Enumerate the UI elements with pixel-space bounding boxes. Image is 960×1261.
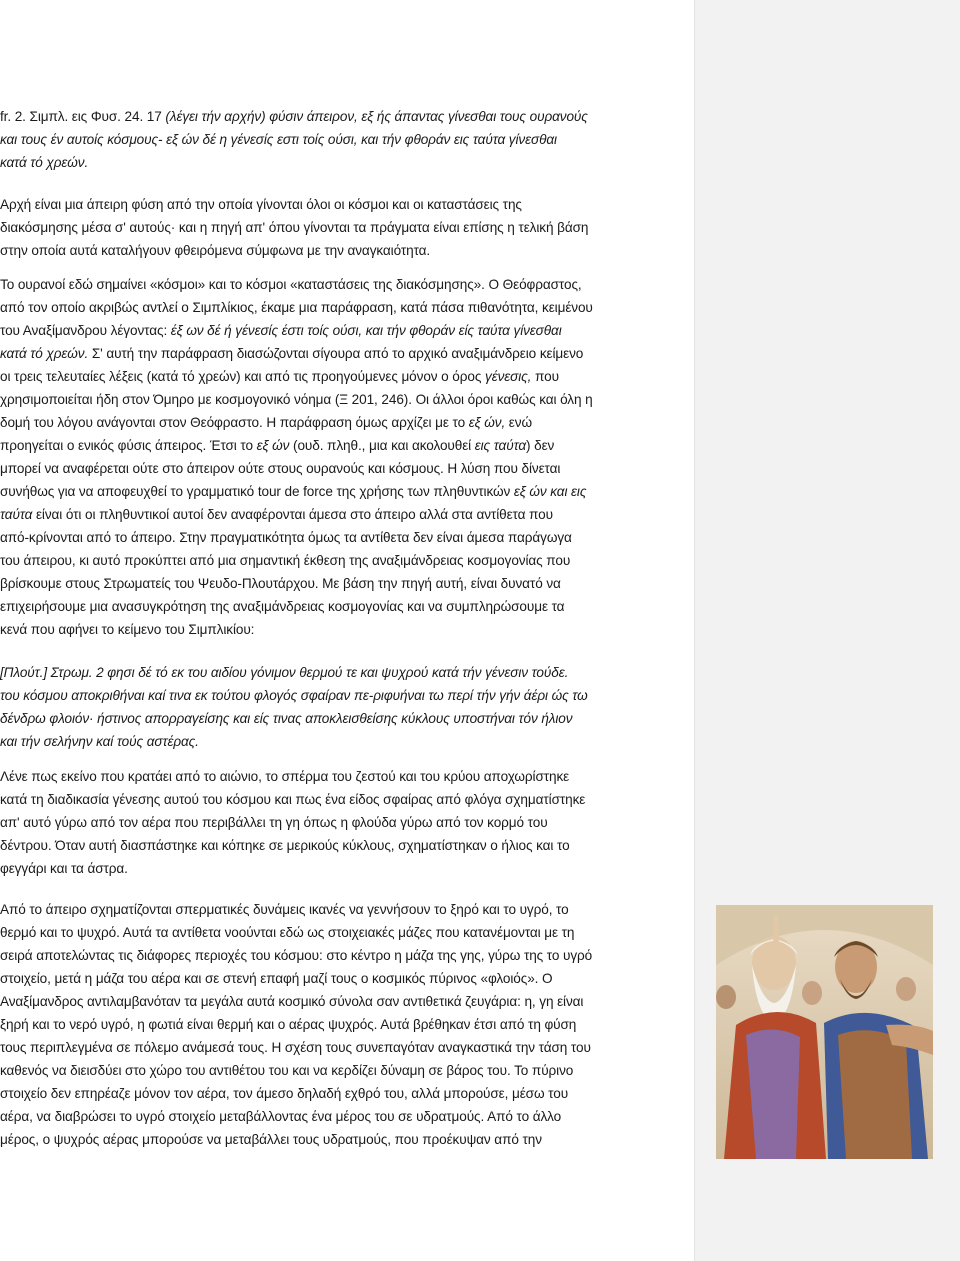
italic-text-run: εξ ών <box>256 438 290 453</box>
text-run: του Αναξίμανδρου λέγοντας: <box>0 323 171 338</box>
text-run: (ουδ. πληθ., μια και ακολουθεί <box>289 438 475 453</box>
text-line <box>0 128 682 151</box>
text-run: διακόσμησης μέσα σ' αυτούς· και η πηγή απ' όπου γίνονται τα πράγματα είναι επίσης η τελική βάση <box>0 220 589 235</box>
text-line <box>0 549 682 572</box>
italic-text-run: (λέγει τήν αρχήν) φύσιν άπειρον, εξ ής άπαντας γίνεσθαι τους ουρανούς <box>165 109 588 124</box>
text-line <box>0 765 682 788</box>
text-run: που <box>531 369 559 384</box>
text-line <box>0 105 682 128</box>
paragraph-simplicius-fragment <box>0 105 682 174</box>
italic-text-run: κατά τό χρεών. <box>0 346 89 361</box>
paragraph-commentary <box>0 273 682 641</box>
text-line <box>0 1036 682 1059</box>
italic-text-run: εξ ών, <box>468 415 506 430</box>
italic-text-run: και τους έν αυτοίς κόσμους- εξ ών δέ η γένεσίς εστι τοίς ούσι, και τήν φθοράν εις ταύτα γίνεσθαι <box>0 132 557 147</box>
text-run: καθενός να διεισδύει στο χώρο του αντιθέτου του και να κερδίζει δύναμη σε βάρος του. Το πύρινο <box>0 1063 574 1078</box>
text-line <box>0 967 682 990</box>
text-run: του άπειρου, κι αυτό προκύπτει από μια σημαντική έκθεση της αναξιμάνδρειας κοσμογονίας που <box>0 553 571 568</box>
text-run: προηγείται ο ενικός φύσις άπειρος. Έτσι το <box>0 438 257 453</box>
text-run: δομή του λόγου ανάγονται στον Θεόφραστο. Η παράφραση όμως αρχίζει με το <box>0 415 469 430</box>
text-run: μέρος, ο ψυχρός αέρας μπορούσε να μεταβάλλει τους υδρατμούς, που προέκυψαν από την <box>0 1132 542 1147</box>
text-run: χρησιμοποιείται ήδη στον Όμηρο με κοσμογονικό νόημα (Ξ 201, 246). Οι άλλοι όροι καθώς και όλη η <box>0 392 593 407</box>
text-line <box>0 921 682 944</box>
paragraph-cosmogony <box>0 898 682 1151</box>
text-line <box>0 273 682 296</box>
text-line <box>0 572 682 595</box>
text-line <box>0 834 682 857</box>
text-line <box>0 411 682 434</box>
paragraph-translation <box>0 193 682 262</box>
text-line <box>0 434 682 457</box>
text-line <box>0 480 682 503</box>
text-run: Αρχή είναι μια άπειρη φύση από την οποία γίνονται όλοι οι κόσμοι και οι καταστάσεις της <box>0 197 522 212</box>
text-run: Σ' αυτή την παράφραση διασώζονται σίγουρα από το αρχικό αναξιμάνδρειο κείμενο <box>88 346 584 361</box>
text-line <box>0 788 682 811</box>
text-line <box>0 811 682 834</box>
text-line <box>0 618 682 641</box>
text-run: ) δεν <box>526 438 555 453</box>
text-line <box>0 1059 682 1082</box>
text-line <box>0 503 682 526</box>
text-line <box>0 216 682 239</box>
text-line <box>0 898 682 921</box>
text-line <box>0 239 682 262</box>
text-run: θερμό και το ψυχρό. Αυτά τα αντίθετα νοούνται εδώ ως στοιχειακές μάζες που κατανέμονται με τη <box>0 925 575 940</box>
paragraph-quote-translation <box>0 765 682 880</box>
text-line <box>0 526 682 549</box>
italic-text-run: δένδρω φλοιόν· ήστινος απορραγείσης και είς τινας αποκλεισθείσης κύκλους υποστήναι τόν ήλιον <box>0 711 573 726</box>
text-line <box>0 990 682 1013</box>
text-run: ενώ <box>505 415 532 430</box>
text-run: από-κρίνονται από το άπειρο. Στην πραγματικότητα όμως τα αντίθετα δεν είναι άμεσα παράγωγα <box>0 530 572 545</box>
text-run: φεγγάρι και τα άστρα. <box>0 861 128 876</box>
text-line <box>0 944 682 967</box>
italic-text-run: έξ ων δέ ή γένεσίς έστι τοίς ούσι, και τήν φθοράν είς ταύτα γίνεσθαι <box>170 323 562 338</box>
italic-text-run: και τήν σελήνην καί τούς αστέρας. <box>0 734 199 749</box>
text-line <box>0 342 682 365</box>
italic-text-run: του κόσμου αποκριθήναι καί τινα εκ τούτου φλογός σφαίραν πε-ριφυήναι τω περί τήν γήν άέρι ώς τω <box>0 688 588 703</box>
text-run: τους περιπλεγμένα σε πόλεμο ανάμεσά τους. Η σχέση τους συνεπαγόταν αναγκαστικά την τάση του <box>0 1040 591 1055</box>
text-line <box>0 1105 682 1128</box>
text-line <box>0 730 682 753</box>
text-run: Λένε πως εκείνο που κρατάει από το αιώνιο, το σπέρμα του ζεστού και του κρύου αποχωρίστηκε <box>0 769 570 784</box>
text-line <box>0 319 682 342</box>
text-run: σειρά αποτελώντας τις διάφορες περιοχές του κόσμου: στο κέντρο η μάζα της γης, γύρω της το υγρό <box>0 948 593 963</box>
text-run: fr. 2. Σιμπλ. εις Φυσ. 24. 17 <box>0 109 166 124</box>
text-run: κενά που αφήνει το κείμενο του Σιμπλικίου: <box>0 622 255 637</box>
italic-text-run: γένεσις, <box>485 369 532 384</box>
text-run: επιχειρήσουμε μια ανασυγκρότηση της αναξιμάνδρειας κοσμογονίας και να συμπληρώσουμε τα <box>0 599 565 614</box>
text-run: Αναξίμανδρος αντιλαμβανόταν τα μεγάλα αυτά κοσμικό σύνολα σαν αντιθετικά ζευγάρια: η, γη είναι <box>0 994 584 1009</box>
text-line <box>0 296 682 319</box>
text-run: αέρα, να διαβρώσει το υγρό στοιχείο μεταβάλλοντας ένα μέρος του σε υδρατμούς. Από το άλλο <box>0 1109 562 1124</box>
text-line <box>0 1013 682 1036</box>
text-line <box>0 457 682 480</box>
text-line <box>0 595 682 618</box>
text-run: από τον οποίο ακριβώς αντλεί ο Σιμπλίκιος, έκαμε μια παράφραση, κατά πάσα πιθανότητα, κειμένου <box>0 300 593 315</box>
text-run: στοιχείο δεν επηρέαζε μόνον τον αέρα, τον άμεσο δηλαδή εχθρό του, αλλά μπορούσε, μέσω του <box>0 1086 569 1101</box>
text-run: είναι ότι οι πληθυντικοί αυτοί δεν αναφέρονται άμεσα στο άπειρο αλλά στα αντίθετα που <box>32 507 553 522</box>
text-run: απ' αυτό γύρω από τον αέρα που περιβάλλει τη γη όπως η φλούδα γύρω από τον κορμό του <box>0 815 548 830</box>
text-run: δέντρου. Όταν αυτή διασπάστηκε και κόπηκε σε μερικούς κύκλους, σχηματίστηκαν ο ήλιος και το <box>0 838 570 853</box>
text-line <box>0 365 682 388</box>
text-run: οι τρεις τελευταίες λέξεις (κατά τό χρεών) και από τις προηγούμενες μόνον ο όρος <box>0 369 485 384</box>
italic-text-run: εξ ών και εις <box>513 484 587 499</box>
text-line <box>0 151 682 174</box>
text-run: μπορεί να αναφέρεται ούτε στο άπειρον ούτε στους ουρανούς και κόσμους. Η λύση που δίνεται <box>0 461 561 476</box>
text-run: βρίσκουμε στους Στρωματείς του Ψευδο-Πλουτάρχου. Με βάση την πηγή αυτή, είναι δυνατό να <box>0 576 561 591</box>
text-line <box>0 1128 682 1151</box>
text-run: ξηρή και το νερό υγρό, η φωτιά είναι θερμή και ο αέρας ψυχρός. Αυτά βρέθηκαν έτσι από τη φύση <box>0 1017 577 1032</box>
text-run: Από το άπειρο σχηματίζονται σπερματικές δυνάμεις ικανές να γεννήσουν το ξηρό και το υγρό, το <box>0 902 569 917</box>
plato-aristotle-painting <box>716 905 933 1159</box>
text-line <box>0 707 682 730</box>
text-line <box>0 857 682 880</box>
paragraph-pseudo-plutarch-quote <box>0 661 682 753</box>
text-run: Το ουρανοί εδώ σημαίνει «κόσμοι» και το κόσμοι «καταστάσεις της διακόσμησης». Ο Θεόφραστος, <box>0 277 582 292</box>
text-line <box>0 193 682 216</box>
text-run: στοιχείο, μετά η μάζα του αέρα και σε στενή επαφή μαζί τους ο κοσμικός πύρινος «φλοιός». Ο <box>0 971 553 986</box>
italic-text-run: [Πλούτ.] Στρωμ. 2 φησι δέ τό εκ του αιδίου γόνιμον θερμού τε και ψυχρού κατά τήν γένεσιν τούδε. <box>0 665 569 680</box>
text-run: στην οποία αυτά καταλήγουν φθειρόμενα σύμφωνα με την αναγκαιότητα. <box>0 243 431 258</box>
italic-text-run: εις ταύτα <box>474 438 527 453</box>
text-run: συνήθως για να αποφευχθεί το γραμματικό tour de force της χρήσης των πληθυντικών <box>0 484 514 499</box>
text-run: κατά τη διαδικασία γένεσης αυτού του κόσμου και πως ένα είδος σφαίρας από φλόγα σχηματίστηκε <box>0 792 586 807</box>
italic-text-run: ταύτα <box>0 507 33 522</box>
text-line <box>0 661 682 684</box>
text-line <box>0 684 682 707</box>
italic-text-run: κατά τό χρεών. <box>0 155 89 170</box>
text-line <box>0 1082 682 1105</box>
text-line <box>0 388 682 411</box>
